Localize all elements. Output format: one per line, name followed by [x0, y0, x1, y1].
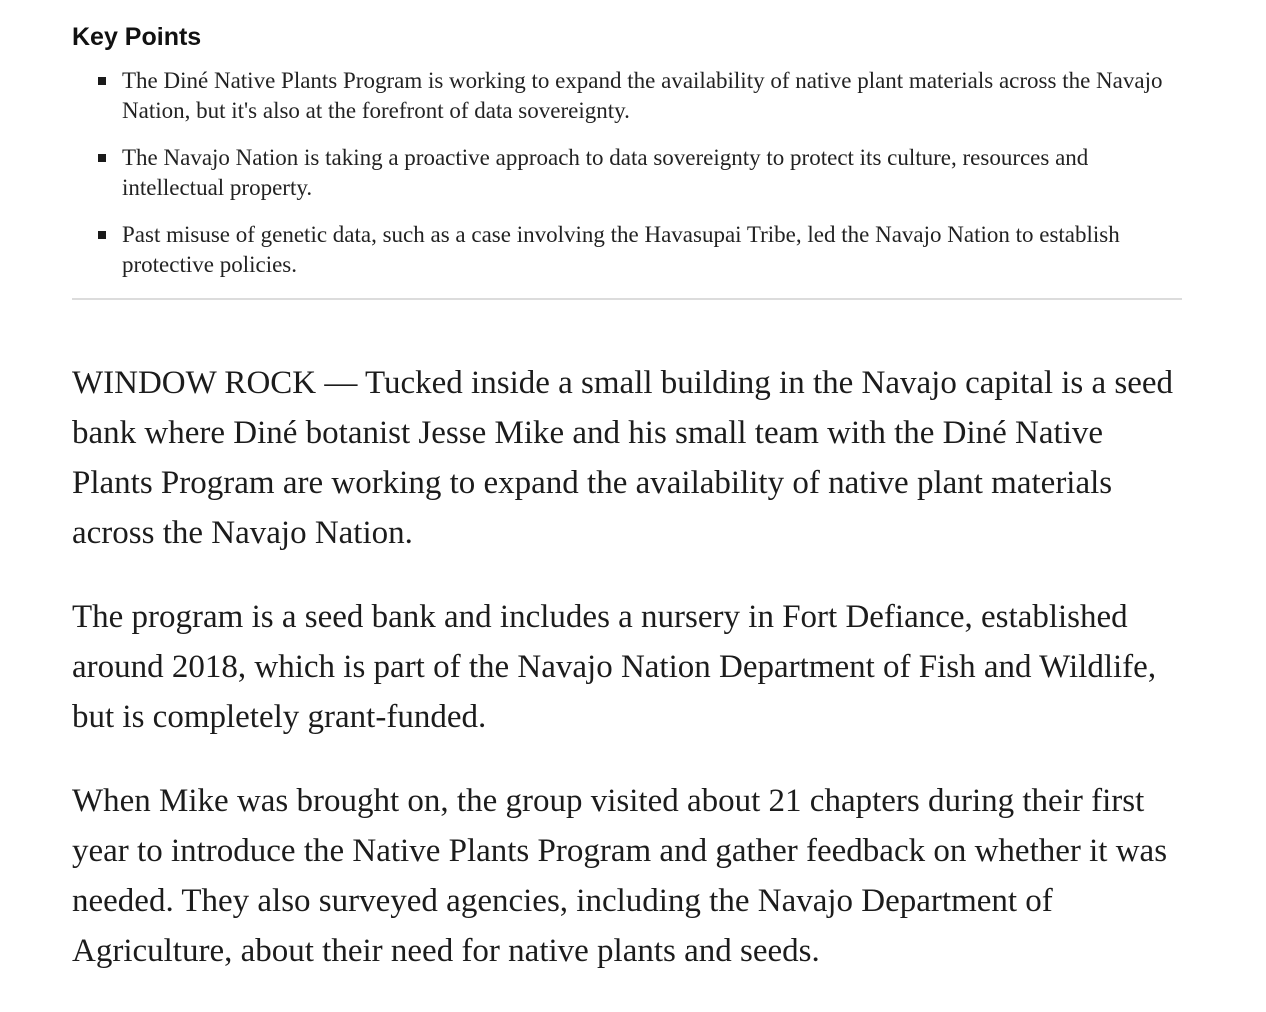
section-divider — [72, 298, 1182, 300]
article-body — [72, 358, 1182, 976]
article-container — [72, 20, 1182, 1010]
key-point-item — [122, 143, 1182, 203]
article-paragraph: WINDOW ROCK — Tucked inside a small building in the Navajo capital is a seed bank where Diné botanist Jesse Mike and his small team with the Diné Native Plants Program are working to expand the availability of native plant materials across the Navajo Nation. — [72, 365, 1174, 551]
key-point-text: The Diné Native Plants Program is working to expand the availability of native plant materials across the Navajo Nation, but it's also at the forefront of data sovereignty. — [122, 68, 1163, 123]
key-points-list — [72, 66, 1182, 280]
article-paragraph: The program is a seed bank and includes a nursery in Fort Defiance, established around 2018, which is part of the Navajo Nation Department of Fish and Wildlife, but is completely grant-funded. — [72, 599, 1157, 735]
article-paragraph: When Mike was brought on, the group visited about 21 chapters during their first year to introduce the Native Plants Program and gather feedback on whether it was needed. They also surveyed agencies, including the Navajo Department of Agriculture, about their need for native plants and seeds. — [72, 783, 1168, 969]
key-points-title: Key Points — [72, 23, 202, 51]
square-bullet-icon — [98, 231, 106, 239]
key-points-section — [72, 20, 1182, 300]
key-point-text: The Navajo Nation is taking a proactive approach to data sovereignty to protect its culture, resources and intellectual property. — [122, 145, 1089, 200]
key-point-item — [122, 66, 1182, 126]
square-bullet-icon — [98, 77, 106, 85]
key-point-text: Past misuse of genetic data, such as a case involving the Havasupai Tribe, led the Navajo Nation to establish protective policies. — [122, 222, 1120, 277]
key-point-item — [122, 220, 1182, 280]
square-bullet-icon — [98, 154, 106, 162]
